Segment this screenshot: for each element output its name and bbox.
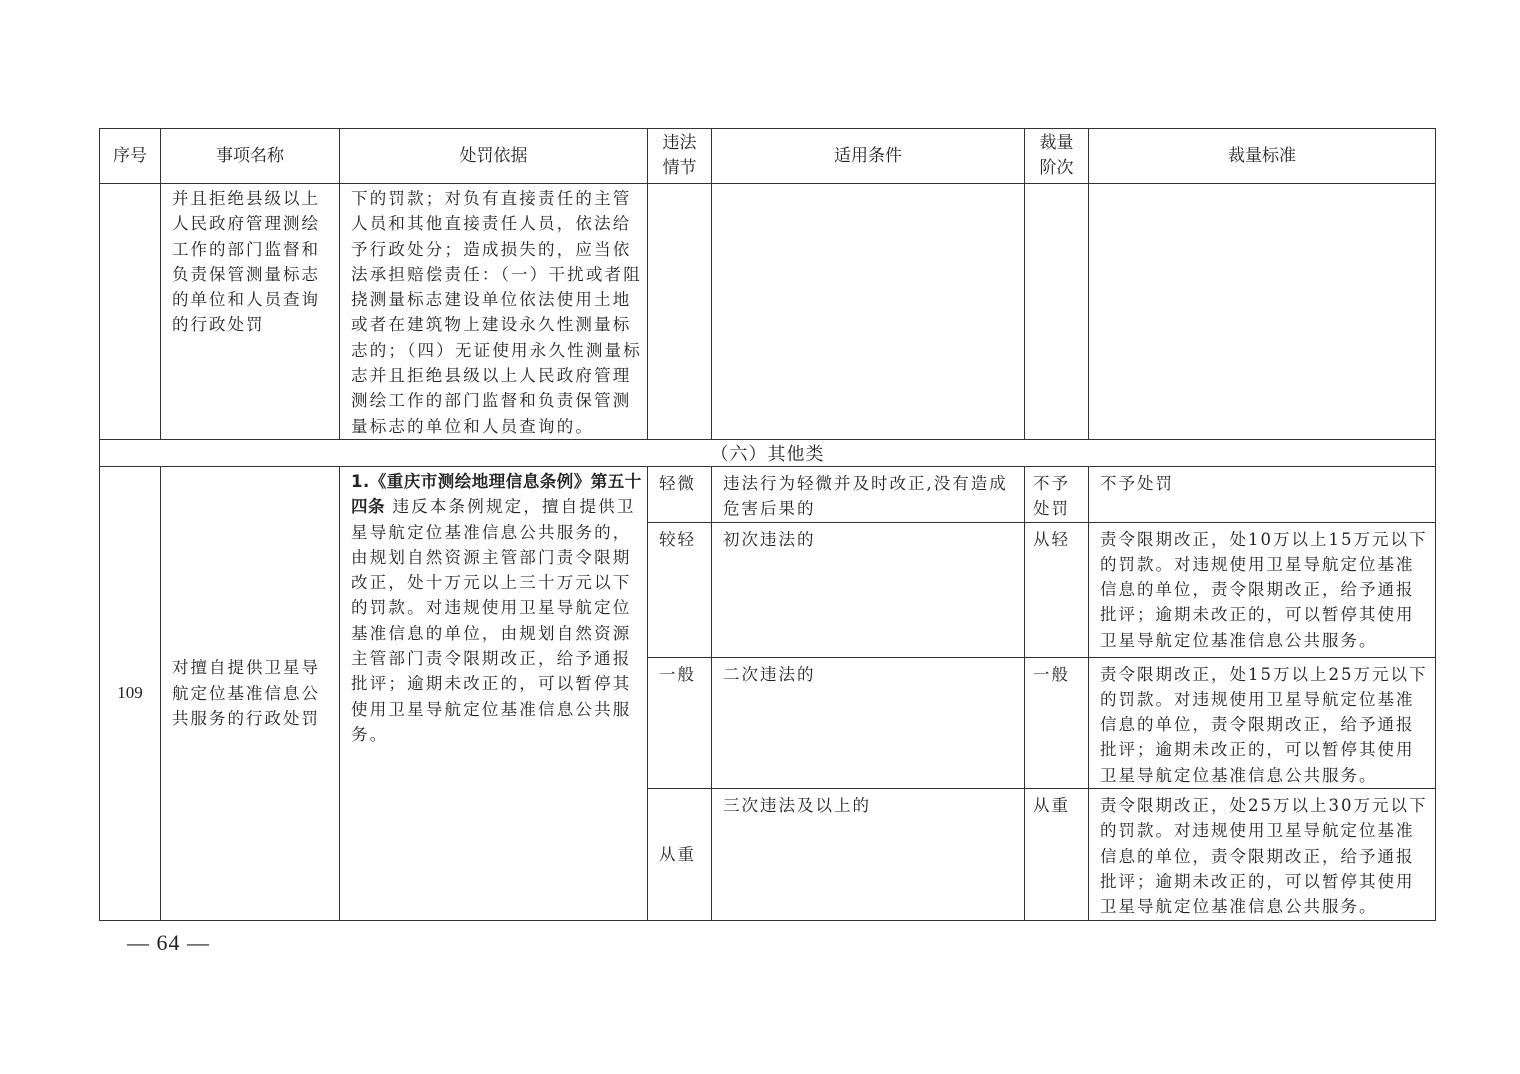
cell-seq-109: 109 [100, 466, 161, 920]
category-title: （六）其他类 [100, 439, 1436, 466]
cell-circumstance: 一般 [648, 657, 712, 788]
cell-basis-109 [340, 466, 648, 920]
cell-level: 一般 [1025, 657, 1089, 788]
header-basis: 处罚依据 [340, 129, 648, 184]
header-name: 事项名称 [161, 129, 340, 184]
cell-empty [712, 184, 1025, 440]
cell-empty [1025, 184, 1089, 440]
header-condition: 适用条件 [712, 129, 1025, 184]
cell-standard: 不予处罚 [1089, 466, 1436, 522]
cell-circumstance: 较轻 [648, 522, 712, 657]
cell-name-continued: 并且拒绝县级以上人民政府管理测绘工作的部门监督和负责保管测量标志的单位和人员查询的行政处罚 [161, 184, 340, 440]
basis-article-text: 违反本条例规定，擅自提供卫星导航定位基准信息公共服务的，由规划自然资源主管部门责令限期改正，处十万元以上三十万元以下的罚款。对违规使用卫星导航定位基准信息的单位，由规划自然资源主管部门责令限期改正，给予通报批评；逾期未改正的，可以暂停其使用卫星导航定位基准信息公共服务。 [351, 497, 636, 744]
cell-standard: 责令限期改正，处25万以上30万元以下的罚款。对违规使用卫星导航定位基准信息的单位，责令限期改正，给予通报批评；逾期未改正的，可以暂停其使用卫星导航定位基准信息公共服务。 [1089, 789, 1436, 920]
header-seq: 序号 [100, 129, 161, 184]
page-number: — 64 — [127, 930, 210, 955]
cell-condition: 三次违法及以上的 [712, 789, 1025, 920]
cell-seq-empty [100, 184, 161, 440]
cell-empty [1089, 184, 1436, 440]
penalty-discretion-table [99, 128, 1436, 921]
cell-name-109: 对擅自提供卫星导航定位基准信息公共服务的行政处罚 [161, 466, 340, 920]
category-row [100, 439, 1436, 466]
cell-empty [648, 184, 712, 440]
cell-level: 不予处罚 [1025, 466, 1089, 522]
cell-condition: 初次违法的 [712, 522, 1025, 657]
basis-article-title: 1.《重庆市测绘地理信息条例》第五十四条 [351, 471, 642, 517]
cell-circumstance: 从重 [648, 789, 712, 920]
cell-standard: 责令限期改正，处10万以上15万元以下的罚款。对违规使用卫星导航定位基准信息的单位，责令限期改正，给予通报批评；逾期未改正的，可以暂停其使用卫星导航定位基准信息公共服务。 [1089, 522, 1436, 657]
table-row-109-a [100, 466, 1436, 522]
table-header-row [100, 129, 1436, 184]
cell-level: 从重 [1025, 789, 1089, 920]
cell-circumstance: 轻微 [648, 466, 712, 522]
header-level: 裁量阶次 [1025, 129, 1089, 184]
cell-level: 从轻 [1025, 522, 1089, 657]
cell-condition: 违法行为轻微并及时改正,没有造成危害后果的 [712, 466, 1025, 522]
header-circumstance: 违法情节 [648, 129, 712, 184]
header-standard: 裁量标准 [1089, 129, 1436, 184]
cell-condition: 二次违法的 [712, 657, 1025, 788]
table-row-continued [100, 184, 1436, 440]
cell-basis-continued: 下的罚款；对负有直接责任的主管人员和其他直接责任人员，依法给予行政处分；造成损失的，应当依法承担赔偿责任：（一）干扰或者阻挠测量标志建设单位依法使用土地或者在建筑物上建设永久性测量标志的；（四）无证使用永久性测量标志并且拒绝县级以上人民政府管理测绘工作的部门监督和负责保管测量标志的单位和人员查询的。 [340, 184, 648, 440]
cell-standard: 责令限期改正，处15万以上25万元以下的罚款。对违规使用卫星导航定位基准信息的单位，责令限期改正，给予通报批评；逾期未改正的，可以暂停其使用卫星导航定位基准信息公共服务。 [1089, 657, 1436, 788]
